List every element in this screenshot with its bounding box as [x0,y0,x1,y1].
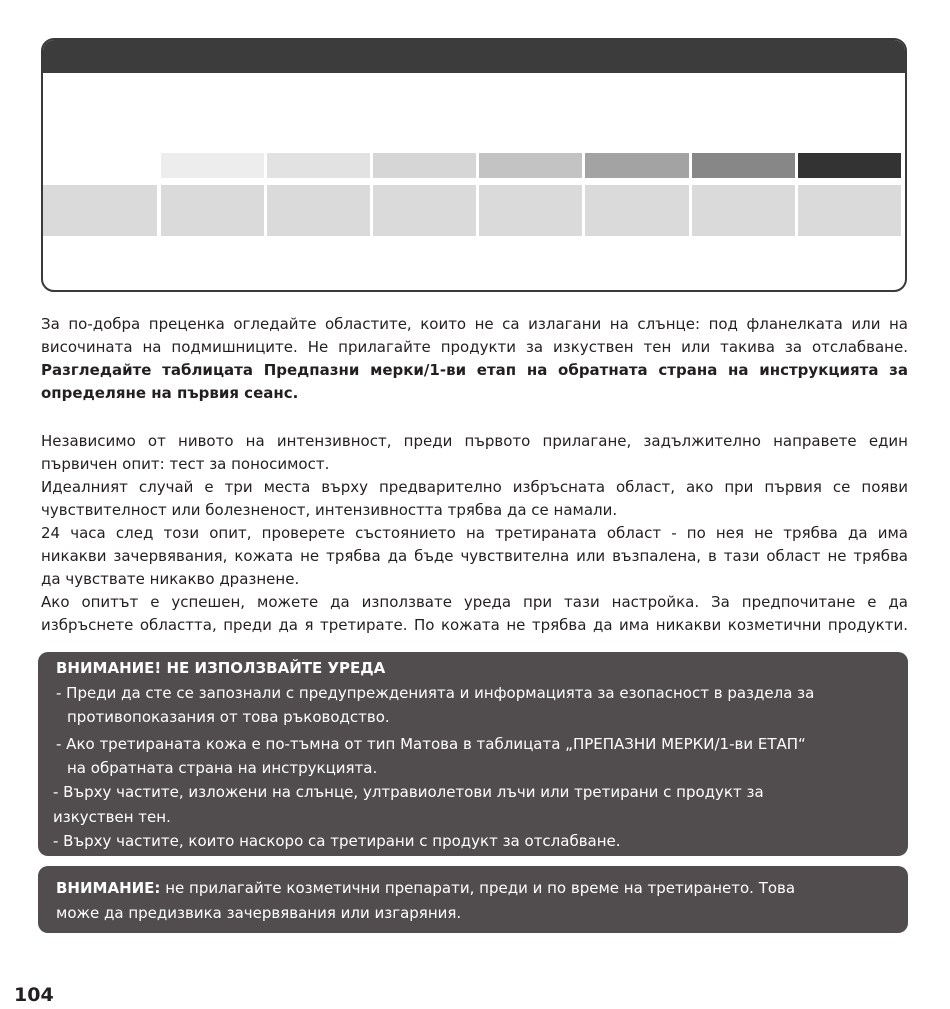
skin-swatch-5 [585,153,689,178]
skin-type-table [41,38,907,292]
table-cell-3 [373,185,476,236]
warning-line: може да предизвика зачервявания или изгаряния. [56,904,462,922]
warning-item: - Върху частите, изложени на слънце, ултравиолетови лъчи или третирани с продукт за [53,783,764,801]
text-line-bold: определяне на първия сеанс. [41,384,299,402]
warning-label: ВНИМАНИЕ: [56,879,161,897]
skin-swatch-7 [798,153,901,178]
text-line: Ако опитът е успешен, можете да използвате уреда при тази настройка. За предпочитане е да [41,593,908,611]
warning-item: - Преди да сте се запознали с предупрежденията и информацията за езопасност в раздела за [56,684,815,702]
table-cell-7 [798,185,901,236]
skin-swatch-1 [161,153,264,178]
warning-item: изкуствен тен. [53,808,171,826]
table-row-label-cell [43,185,157,236]
text-line: чувствителност или болезненост, интензивността трябва да се намали. [41,501,618,519]
warning-line [56,876,795,900]
cosmetics-warning [38,866,908,933]
text-line: 24 часа след този опит, проверете състоянието на третираната област - по нея не трябва да има [41,524,908,542]
table-header-bar [43,40,905,73]
table-cell-6 [692,185,795,236]
text-line: избръснете областта, преди да я третирате. По кожата не трябва да има никакви козметични продукти. [41,616,908,634]
table-cell-1 [161,185,264,236]
skin-swatch-6 [692,153,795,178]
table-cell-5 [585,185,689,236]
warning-item: противопоказания от това ръководство. [67,708,390,726]
skin-swatch-3 [373,153,476,178]
page-number: 104 [14,984,54,1006]
table-cell-2 [267,185,370,236]
text-line: никакви зачервявания, кожата не трябва да бъде чувствителна или възпалена, в тази област не трябва [41,547,908,565]
skin-swatch-4 [479,153,582,178]
table-cell-4 [479,185,582,236]
warning-item: на обратната страна на инструкцията. [67,759,378,777]
text-line: За по-добра преценка огледайте областите, които не са излагани на слънце: под фланелката или на [41,315,908,333]
test-instructions [41,430,908,637]
text-line: Идеалният случай е три места върху предварително избръсната област, ако при първия се появи [41,478,908,496]
text-line-bold: Разгледайте таблицата Предпазни мерки/1-ви етап на обратната страна на инструкцията за [41,361,908,379]
text-line: Независимо от нивото на интензивност, преди първото прилагане, задължително направете един [41,432,908,450]
skin-swatch-2 [267,153,370,178]
intro-paragraph [41,313,908,405]
warning-title: ВНИМАНИЕ! НЕ ИЗПОЛЗВАЙТЕ УРЕДА [56,659,386,677]
warning-text: не прилагайте козметични препарати, преди и по време на третирането. Това [160,879,796,897]
text-line: височината на подмишниците. Не прилагайте продукти за изкуствен тен или такива за отслабване. [41,338,908,356]
text-line: първичен опит: тест за поносимост. [41,455,330,473]
warning-item: - Ако третираната кожа е по-тъмна от тип Матова в таблицата „ПРЕПАЗНИ МЕРКИ/1-ви ЕТАП“ [56,735,806,753]
text-line: да чувствате никакво дразнене. [41,570,300,588]
do-not-use-warning [38,652,908,856]
warning-item: - Върху частите, които наскоро са третирани с продукт за отслабване. [53,832,621,850]
